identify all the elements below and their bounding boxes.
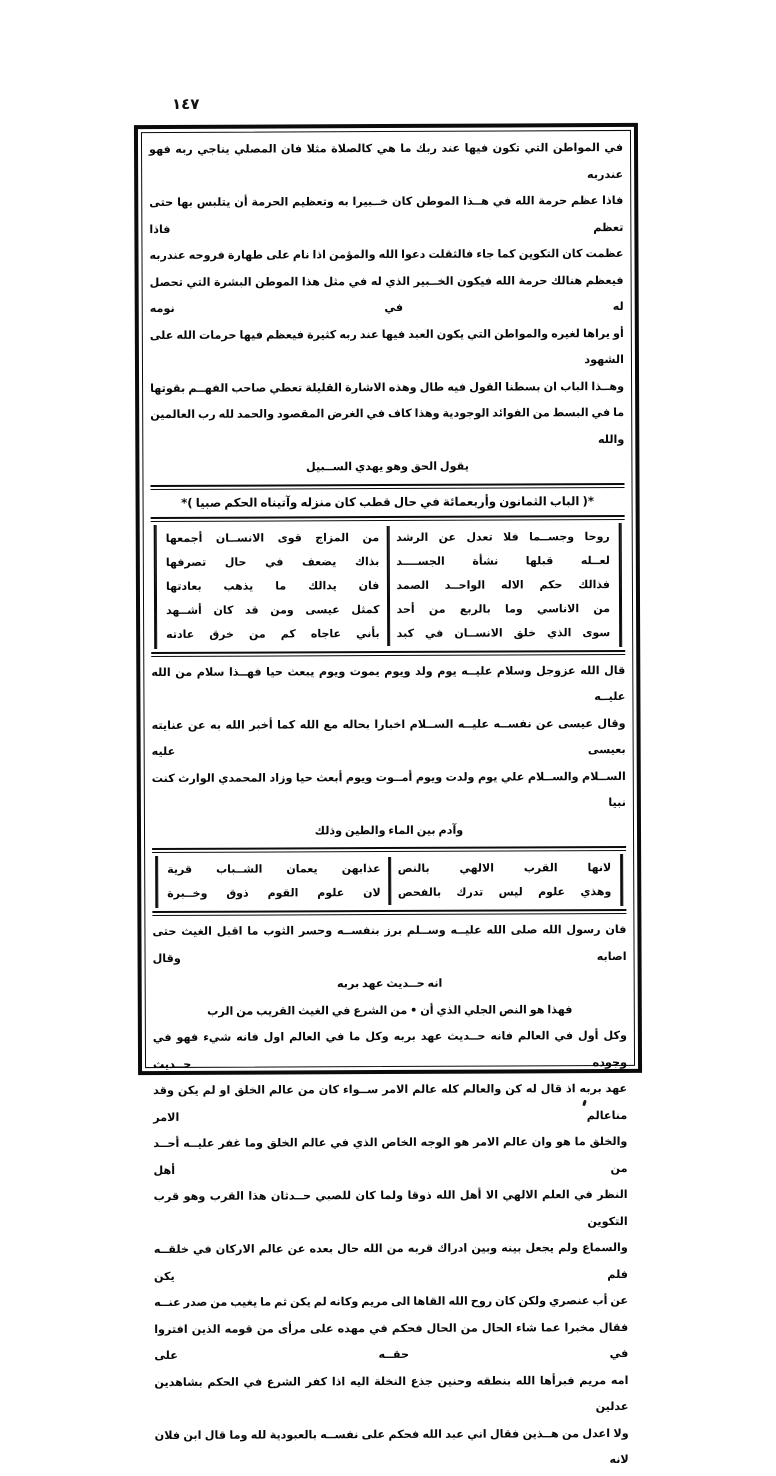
- verse2-columns: [161, 854, 617, 908]
- verse-line: بذاك يضعف في حال تصرفها: [165, 554, 380, 569]
- prose-line: والخلق ما هو وان عالم الامر هو الوجه الخاص الذي في عالم الخلق وما غفر عليــه أحــد من أهل: [153, 1134, 628, 1177]
- prose-line: وآدم بين الماء والطين وذلك: [314, 823, 464, 837]
- second-verse-table: [152, 854, 626, 908]
- prose-line: فان رسول الله صلى الله عليــه وســلم برز بنفســه وحسر الثوب ما اقبل الغيث حتى اصابه وقال: [152, 922, 627, 965]
- prose-line: قال الله عزوجل وسلام عليــه يوم ولد ويوم يموت ويوم يبعث حيا فهــذا سلام من الله عليــه: [151, 663, 626, 704]
- prose-line: يقول الحق وهو يهدي الســبيل: [305, 459, 469, 474]
- prose-line: في المواطن التي تكون فيها عند ربك ما هي كالصلاة مثلا فان المصلي يناجي ربه فهو عندربه: [149, 140, 624, 181]
- verse-line: من المزاج قوى الانســان أجمعها: [165, 530, 380, 545]
- prose-line: وقال عيسى عن نفســه عليــه الســلام اخبارا بحاله مع الله كما أخبر الله به عن عنايته بعيسى عليه: [151, 716, 626, 759]
- first-verse-table: [151, 522, 626, 648]
- verse2-column-first-hemistich: [161, 857, 385, 906]
- section-divider-rule: [150, 482, 624, 489]
- verse2-edge-bar-right: [155, 856, 158, 908]
- verse2-column-divider: [388, 857, 391, 905]
- prose-line: ولا اعدل من هــذين فقال اني عبد الله فحكم على نفســه بالعبودية لله وما قال ابن فلان لانه: [154, 1426, 629, 1467]
- prose-line: عن أب عنصري ولكن كان روح الله القاها الى مريم وكانه لم يكن ثم ما يغيب من صدر عنــه: [154, 1293, 629, 1310]
- prose-line: عهد بربه اذ قال له كن والعالم كله عالم الامر ســواء كان من عالم الخلق او لم يكن وقد مناعالم الامر: [153, 1081, 628, 1124]
- prose-line: الســلام والســلام علي يوم ولدت ويوم أمــوت ويوم أبعث حيا وزاد المحمدي الوارث كنت نبيا: [151, 769, 626, 810]
- verse2-column-second-hemistich: [394, 856, 618, 905]
- middle-divider-rule: [152, 846, 626, 853]
- verse-column-divider: [386, 525, 390, 645]
- prose-line: والسماع ولم يجعل بينه وبين ادراك قربه من الله حال بعده عن عالم الاركان في خلقــه فلم يكن: [153, 1240, 628, 1283]
- verse-line: من الاناسي وما بالربع من أحد: [396, 601, 611, 616]
- verse-line: بأني عاجاه كم من خرق عادته: [166, 626, 380, 641]
- middle-prose-block: [151, 657, 626, 845]
- verse2-bottom-rule: [152, 909, 626, 916]
- verse-line: لعــله قبلها نشأة الجســــد: [396, 553, 610, 568]
- verse-line: وهذي علوم ليس تدرك بالفحص: [397, 885, 612, 899]
- prose-line: فاذا عظم حرمة الله في هــذا الموطن كان خــبيرا به وتعظيم الحرمة أن يتلبس بها حتى تعظم فاذا: [149, 193, 624, 236]
- prose-line: امه مريم فبرأها الله بنطقه وحنين جذع النخلة اليه اذا كفر الشرع في الحكم بشاهدين عدلين: [154, 1373, 629, 1414]
- prose-line: فهذا هو النص الجلي الذي أن • من الشرع في الغيث القريب من الرب: [207, 1002, 573, 1018]
- prose-line: النظر في العلم الالهي الا أهل الله ذوقا ولما كان للصبي حــدثان هذا القرب وهو قرب التكوين: [153, 1187, 628, 1228]
- prose-line: وهــذا الباب ان بسطنا القول فيه طال وهذه الاشارة القليلة تعطي صاحب الفهــم بقوتها: [150, 379, 625, 395]
- prose-line: أو يراها لغيره والمواطن التي يكون العبد فيها عند ربه كثيرة فيعظم فيها حرمات الله على الشهود: [149, 326, 624, 367]
- verse-line: سوى الذي خلق الانســان في كبد: [396, 625, 611, 640]
- verse-columns: [160, 523, 617, 649]
- prose-line: وكل أول في العالم فانه حــديث عهد بربه وكل ما في العالم اول فانه شيء فهو في وجوده حــديث: [152, 1028, 628, 1071]
- verse-line: فذالك حكم الاله الواحــد الصمد: [396, 577, 610, 592]
- prose-line: انه حــديث عهد بربه: [336, 976, 443, 991]
- prose-line: فقال مخبرا عما شاء الحال من الحال فحكم في مهده على مرأى من قومه الذين افتروا في حقــه على: [154, 1320, 629, 1363]
- verse-bottom-rule: [151, 649, 625, 656]
- verse-line: كمثل عيسى ومن قد كان أشــهد: [166, 602, 380, 617]
- prose-line: عظمت كان التكوين كما جاء فالثقلت دعوا الله والمؤمن اذا نام على طهارة فروحه عندربه: [149, 246, 624, 263]
- heading-bottom-rule: [151, 514, 625, 521]
- page-number: ١٤٧: [172, 95, 200, 113]
- verse-line: لان علوم القوم ذوق وخــبرة: [167, 886, 381, 900]
- verse2-edge-bar-left: [620, 854, 623, 906]
- verse-column-first-hemistich: [160, 526, 384, 647]
- bottom-prose-block: [152, 917, 628, 1476]
- chapter-heading: *( الباب الثمانون وأربعمائة في حال قطب كان منزله وآتيناه الحكم صبيا )*: [181, 493, 595, 510]
- verse-edge-bar-right: [154, 525, 158, 649]
- verse-line: لانها القرب الالهي بالنص: [397, 861, 612, 875]
- page-frame: [134, 123, 642, 1467]
- top-prose-block: [149, 135, 624, 482]
- verse-line: فان يدالك ما يذهب بعادتها: [165, 578, 380, 593]
- verse-edge-bar-left: [619, 522, 623, 646]
- prose-line: ما في البسط من الفوائد الوجودية وهذا كاف في الغرض المقصود والحمد لله رب العالمين والله: [150, 405, 625, 446]
- prose-line: فيعظم هنالك حرمة الله فيكون الخــبير الذي له في مثل هذا الموطن البشرة التي تحصل له في نومه: [149, 273, 624, 316]
- page-frame-inner-border: [141, 130, 635, 1467]
- verse-column-second-hemistich: [392, 525, 616, 646]
- verse-line: عذابهن يعمان الشــباب قرية: [167, 862, 381, 876]
- verse-line: روحا وجســما فلا تعدل عن الرشد: [396, 529, 610, 544]
- page-content: [142, 131, 634, 1467]
